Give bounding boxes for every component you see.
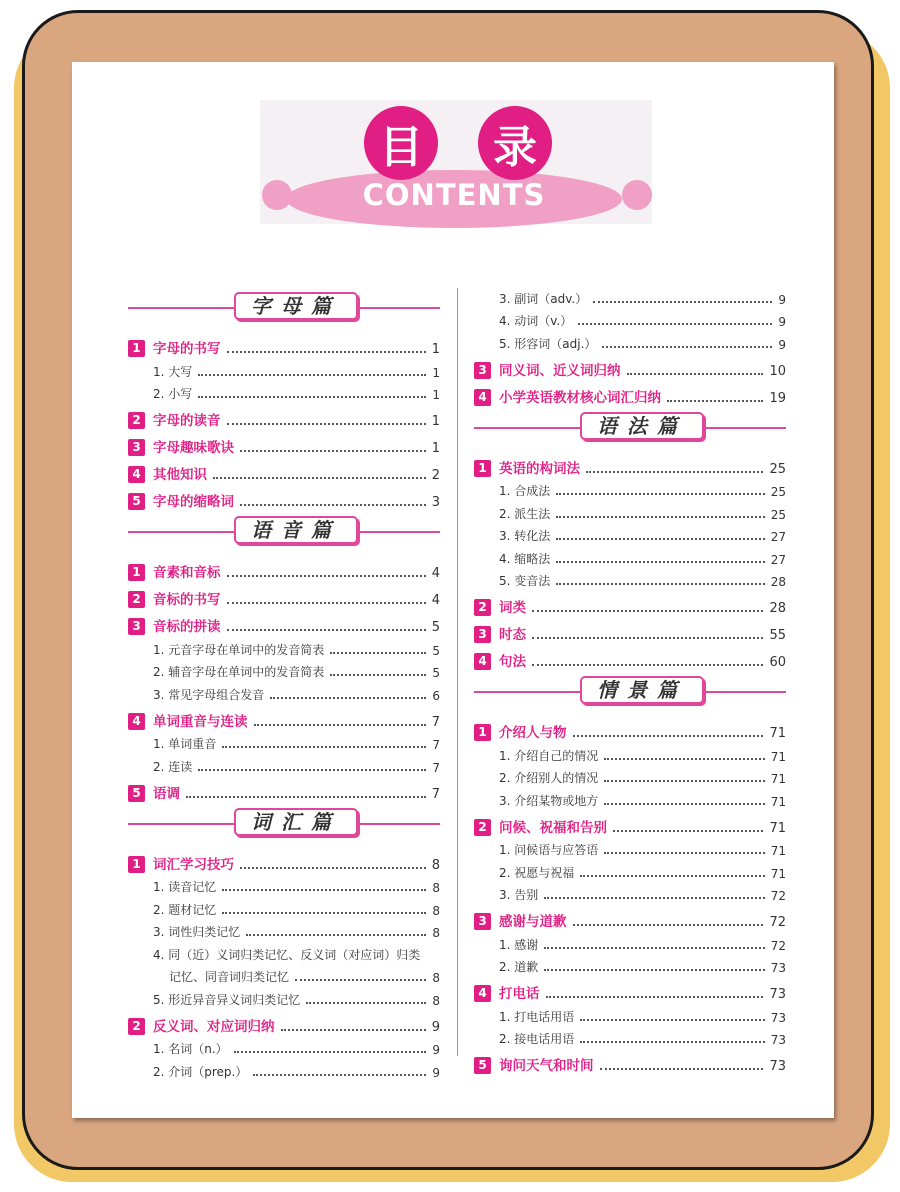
leader-dots — [330, 674, 426, 676]
chapter-title: 字母的书写 — [153, 341, 221, 357]
page-number: 73 — [770, 961, 786, 975]
page-number: 5 — [431, 620, 440, 635]
page-number: 71 — [770, 749, 786, 764]
page-number: 71 — [769, 726, 786, 741]
subentry-title: 4. 同（近）义词归类记忆、反义词（对应词）归类 — [153, 947, 421, 962]
chapter-number-badge: 4 — [128, 466, 145, 483]
toc-chapter-entry[interactable] — [128, 775, 440, 802]
subentry-title: 5. 形容词（adj.） — [499, 336, 597, 351]
toc-subentry[interactable] — [128, 918, 440, 941]
toc-subentry[interactable] — [474, 858, 786, 881]
chapter-title: 同义词、近义词归纳 — [499, 362, 621, 379]
leader-dots — [213, 477, 426, 479]
chapter-title: 句法 — [499, 654, 526, 670]
leader-dots — [580, 1019, 764, 1021]
page-number: 27 — [770, 552, 786, 567]
toc-subentry[interactable] — [128, 873, 440, 896]
chapter-number-badge: 2 — [474, 599, 491, 616]
page-number: 7 — [431, 786, 440, 802]
subentry-title: 2. 接电话用语 — [499, 1032, 575, 1046]
leader-dots — [222, 912, 426, 914]
leader-dots — [270, 697, 426, 699]
page-number: 8 — [432, 903, 440, 918]
page-number: 71 — [769, 820, 786, 836]
subentry-title: 5. 形近异音异义词归类记忆 — [153, 992, 301, 1007]
leader-dots — [600, 1068, 764, 1070]
toc-chapter-entry[interactable] — [474, 589, 786, 616]
subentry-title: 5. 变音法 — [499, 574, 551, 588]
chapter-number-badge: 5 — [474, 1057, 491, 1074]
page-number: 8 — [432, 971, 440, 985]
chapter-title: 字母趣味歌诀 — [153, 440, 234, 456]
page-number: 25 — [770, 485, 786, 499]
section-header — [128, 292, 440, 324]
leader-dots — [306, 1002, 426, 1004]
page-number: 71 — [770, 794, 786, 809]
leader-dots — [544, 947, 764, 949]
leader-dots — [604, 852, 764, 854]
toc-chapter-entry[interactable] — [474, 352, 786, 379]
leader-dots — [227, 575, 426, 577]
subentry-title: 1. 读音记忆 — [153, 880, 217, 894]
page-number: 8 — [432, 926, 440, 940]
page-number: 73 — [770, 1033, 786, 1047]
leader-dots — [227, 602, 426, 604]
toc-subentry[interactable] — [128, 357, 440, 380]
subentry-title: 1. 元音字母在单词中的发音简表 — [153, 642, 325, 657]
toc-subentry[interactable] — [474, 567, 786, 590]
toc-subentry[interactable] — [474, 307, 786, 330]
page-number: 5 — [432, 666, 440, 680]
leader-dots — [556, 583, 764, 585]
leader-dots — [667, 400, 763, 402]
leader-dots — [578, 323, 772, 325]
leader-dots — [544, 897, 764, 899]
leader-dots — [222, 746, 426, 748]
subentry-title: 2. 介词（prep.） — [153, 1064, 248, 1079]
leader-dots — [604, 803, 764, 805]
page-number: 4 — [431, 593, 440, 608]
chapter-number-badge: 4 — [128, 713, 145, 730]
subentry-title: 3. 转化法 — [499, 529, 551, 543]
chapter-title: 字母的缩略词 — [153, 494, 234, 510]
title-char-1: 目 — [364, 106, 438, 180]
page-number: 6 — [432, 688, 440, 703]
leader-dots — [546, 996, 764, 998]
chapter-number-badge: 1 — [474, 724, 491, 741]
toc-subentry[interactable] — [474, 764, 786, 787]
toc-chapter-entry[interactable] — [474, 809, 786, 836]
page-number: 9 — [778, 337, 786, 352]
chapter-number-badge: 2 — [474, 819, 491, 836]
toc-subentry[interactable] — [474, 881, 786, 904]
page-number: 7 — [432, 760, 440, 775]
chapter-number-badge: 1 — [128, 564, 145, 581]
leader-dots — [240, 504, 426, 506]
chapter-number-badge: 1 — [474, 460, 491, 477]
subentry-title-continued: 记忆、同音词归类记忆 — [169, 970, 290, 984]
toc-chapter-entry[interactable] — [128, 1008, 440, 1035]
subentry-title: 4. 缩略法 — [499, 551, 551, 566]
page-number: 8 — [432, 993, 440, 1008]
toc-chapter-entry[interactable] — [474, 903, 786, 930]
toc-chapter-entry[interactable] — [128, 429, 440, 456]
toc-chapter-entry[interactable] — [128, 483, 440, 510]
chapter-title: 时态 — [499, 627, 526, 643]
toc-subentry[interactable] — [128, 963, 440, 986]
toc-left-column — [128, 292, 440, 1080]
toc-chapter-entry[interactable] — [474, 643, 786, 670]
page-number: 7 — [431, 714, 440, 730]
chapter-title: 反义词、对应词归纳 — [153, 1018, 275, 1035]
leader-dots — [613, 830, 763, 832]
subentry-title: 3. 副词（adv.） — [499, 291, 588, 306]
leader-dots — [227, 351, 426, 353]
page-number: 10 — [769, 363, 786, 379]
leader-dots — [580, 1041, 764, 1043]
page-number: 19 — [769, 390, 786, 406]
section-header — [128, 516, 440, 548]
chapter-title: 音标的拼读 — [153, 619, 221, 635]
toc-subentry[interactable] — [128, 658, 440, 681]
leader-dots — [295, 979, 426, 981]
subentry-title: 3. 词性归类记忆 — [153, 925, 241, 939]
chapter-title: 介绍人与物 — [499, 725, 567, 741]
toc-subentry[interactable] — [474, 1025, 786, 1048]
leader-dots — [556, 493, 764, 495]
contents-subtitle: CONTENTS — [362, 178, 546, 212]
page-number: 9 — [432, 1065, 440, 1080]
leader-dots — [593, 301, 772, 303]
page-number: 72 — [770, 889, 786, 903]
subentry-title: 3. 常见字母组合发音 — [153, 687, 265, 702]
page-number: 25 — [770, 507, 786, 522]
leader-dots — [198, 769, 426, 771]
column-divider — [457, 288, 458, 1056]
chapter-title: 字母的读音 — [153, 413, 221, 429]
page-number: 72 — [770, 938, 786, 953]
toc-subentry[interactable] — [128, 635, 440, 658]
leader-dots — [227, 629, 426, 631]
chapter-number-badge: 1 — [128, 856, 145, 873]
section-header — [128, 808, 440, 840]
toc-chapter-entry[interactable] — [474, 1047, 786, 1074]
toc-subentry[interactable] — [474, 836, 786, 859]
subentry-title: 2. 连读 — [153, 759, 193, 774]
leader-dots — [240, 450, 426, 452]
toc-chapter-entry[interactable] — [128, 581, 440, 608]
page-number: 1 — [431, 342, 440, 357]
page-number: 71 — [770, 866, 786, 881]
leader-dots — [532, 637, 763, 639]
toc-chapter-entry[interactable] — [128, 330, 440, 357]
section-title: 字母篇 — [234, 292, 358, 320]
page-number: 1 — [432, 388, 440, 402]
leader-dots — [544, 969, 764, 971]
toc-subentry[interactable] — [128, 895, 440, 918]
leader-dots — [556, 516, 764, 518]
leader-dots — [186, 796, 426, 798]
toc-chapter-entry[interactable] — [128, 456, 440, 483]
subentry-title: 1. 感谢 — [499, 937, 539, 952]
leader-dots — [254, 724, 426, 726]
chapter-number-badge: 2 — [128, 591, 145, 608]
toc-chapter-entry[interactable] — [474, 975, 786, 1002]
toc-chapter-entry[interactable] — [474, 616, 786, 643]
leader-dots — [627, 373, 764, 375]
subentry-title: 1. 打电话用语 — [499, 1009, 575, 1024]
page-number: 4 — [431, 566, 440, 581]
section-header — [474, 676, 786, 708]
chapter-title: 单词重音与连读 — [153, 713, 248, 730]
subentry-title: 2. 道歉 — [499, 960, 539, 974]
toc-chapter-entry[interactable] — [474, 714, 786, 741]
toc-chapter-entry[interactable] — [474, 450, 786, 477]
page-number: 3 — [431, 495, 440, 510]
page-number: 1 — [431, 441, 440, 456]
subentry-title: 2. 祝愿与祝福 — [499, 865, 575, 880]
page-number: 72 — [769, 915, 786, 930]
leader-dots — [227, 423, 426, 425]
page-number: 27 — [770, 530, 786, 544]
chapter-title: 感谢与道歉 — [499, 914, 567, 930]
subentry-title: 2. 派生法 — [499, 506, 551, 521]
page-number: 55 — [769, 628, 786, 643]
subentry-title: 2. 介绍别人的情况 — [499, 771, 599, 785]
toc-subentry[interactable] — [474, 499, 786, 522]
chapter-number-badge: 5 — [128, 493, 145, 510]
leader-dots — [532, 610, 763, 612]
page-number: 73 — [769, 1059, 786, 1074]
page-number: 73 — [770, 1010, 786, 1025]
subentry-title: 2. 小写 — [153, 387, 193, 401]
leader-dots — [330, 652, 426, 654]
chapter-title: 询问天气和时间 — [499, 1058, 594, 1074]
leader-dots — [556, 561, 764, 563]
page-number: 1 — [431, 414, 440, 429]
toc-subentry[interactable] — [474, 741, 786, 764]
page-number: 5 — [432, 643, 440, 658]
toc-subentry[interactable] — [474, 329, 786, 352]
page-number: 2 — [431, 468, 440, 483]
page-number: 9 — [778, 315, 786, 329]
toc-subentry[interactable] — [474, 1002, 786, 1025]
subentry-title: 1. 问候语与应答语 — [499, 843, 599, 857]
subentry-title: 3. 介绍某物或地方 — [499, 793, 599, 808]
page-number: 7 — [432, 738, 440, 752]
subentry-title: 1. 介绍自己的情况 — [499, 748, 599, 763]
page-number: 1 — [432, 365, 440, 380]
subentry-title: 1. 大写 — [153, 364, 193, 379]
section-title: 情景篇 — [580, 676, 704, 704]
chapter-number-badge: 3 — [128, 439, 145, 456]
leader-dots — [198, 374, 426, 376]
leader-dots — [246, 934, 426, 936]
section-title: 词汇篇 — [234, 808, 358, 836]
toc-chapter-entry[interactable] — [128, 608, 440, 635]
subentry-title: 2. 题材记忆 — [153, 902, 217, 917]
chapter-title: 小学英语教材核心词汇归纳 — [499, 389, 661, 406]
leader-dots — [253, 1074, 426, 1076]
chapter-title: 语调 — [153, 785, 180, 802]
leader-dots — [556, 538, 764, 540]
toc-right-column — [474, 284, 786, 1074]
title-char-2: 录 — [478, 106, 552, 180]
leader-dots — [573, 735, 764, 737]
page-number: 8 — [431, 857, 440, 873]
leader-dots — [604, 758, 764, 760]
toc-subentry[interactable] — [128, 680, 440, 703]
chapter-title: 问候、祝福和告别 — [499, 819, 607, 836]
subentry-title: 3. 告别 — [499, 888, 539, 902]
chapter-number-badge: 2 — [128, 1018, 145, 1035]
leader-dots — [604, 780, 764, 782]
chapter-number-badge: 3 — [474, 362, 491, 379]
leader-dots — [586, 471, 763, 473]
chapter-number-badge: 3 — [474, 626, 491, 643]
leader-dots — [281, 1029, 426, 1031]
chapter-number-badge: 4 — [474, 653, 491, 670]
right-dot-decoration — [622, 180, 652, 210]
chapter-number-badge: 3 — [128, 618, 145, 635]
leader-dots — [222, 889, 426, 891]
page-number: 9 — [778, 292, 786, 307]
chapter-title: 音标的书写 — [153, 592, 221, 608]
toc-subentry[interactable] — [474, 477, 786, 500]
toc-chapter-entry[interactable] — [128, 554, 440, 581]
chapter-title: 英语的构词法 — [499, 460, 580, 477]
subentry-title: 1. 名词（n.） — [153, 1042, 228, 1056]
toc-chapter-entry[interactable] — [128, 703, 440, 730]
subentry-title: 1. 合成法 — [499, 484, 551, 498]
chapter-title: 打电话 — [499, 986, 540, 1002]
toc-chapter-entry[interactable] — [128, 402, 440, 429]
subentry-title: 2. 辅音字母在单词中的发音简表 — [153, 665, 325, 679]
page-number: 9 — [431, 1019, 440, 1035]
toc-subentry[interactable] — [474, 522, 786, 545]
subentry-title: 4. 动词（v.） — [499, 314, 573, 328]
chapter-number-badge: 5 — [128, 785, 145, 802]
toc-chapter-entry[interactable] — [128, 846, 440, 873]
leader-dots — [234, 1051, 427, 1053]
chapter-title: 词类 — [499, 600, 526, 616]
page-number: 28 — [769, 601, 786, 616]
chapter-number-badge: 4 — [474, 985, 491, 1002]
leader-dots — [198, 396, 426, 398]
page-number: 8 — [432, 881, 440, 895]
section-title: 语音篇 — [234, 516, 358, 544]
toc-subentry[interactable] — [128, 730, 440, 753]
chapter-number-badge: 2 — [128, 412, 145, 429]
leader-dots — [602, 346, 772, 348]
chapter-title: 词汇学习技巧 — [153, 856, 234, 873]
page-number: 9 — [432, 1043, 440, 1057]
section-header — [474, 412, 786, 444]
toc-subentry[interactable] — [128, 380, 440, 403]
toc-subentry[interactable] — [128, 1057, 440, 1080]
subentry-title: 1. 单词重音 — [153, 737, 217, 751]
page-number: 71 — [770, 844, 786, 858]
leader-dots — [532, 664, 763, 666]
page-number: 25 — [769, 461, 786, 477]
section-title: 语法篇 — [580, 412, 704, 440]
chapter-title: 音素和音标 — [153, 565, 221, 581]
chapter-title: 其他知识 — [153, 467, 207, 483]
toc-subentry[interactable] — [474, 786, 786, 809]
chapter-number-badge: 3 — [474, 913, 491, 930]
page-number: 73 — [769, 987, 786, 1002]
toc-subentry[interactable] — [128, 985, 440, 1008]
leader-dots — [240, 867, 426, 869]
chapter-number-badge: 1 — [128, 340, 145, 357]
page-number: 60 — [769, 655, 786, 670]
toc-subentry[interactable] — [128, 752, 440, 775]
toc-subentry[interactable] — [474, 284, 786, 307]
toc-subentry[interactable] — [128, 1035, 440, 1058]
page-number: 28 — [770, 575, 786, 589]
toc-chapter-entry[interactable] — [474, 379, 786, 406]
toc-subentry[interactable] — [474, 953, 786, 976]
chapter-number-badge: 4 — [474, 389, 491, 406]
toc-subentry[interactable] — [474, 930, 786, 953]
page-number: 71 — [770, 772, 786, 786]
leader-dots — [580, 875, 764, 877]
leader-dots — [573, 924, 764, 926]
toc-subentry-line1[interactable] — [128, 940, 440, 963]
toc-subentry[interactable] — [474, 544, 786, 567]
